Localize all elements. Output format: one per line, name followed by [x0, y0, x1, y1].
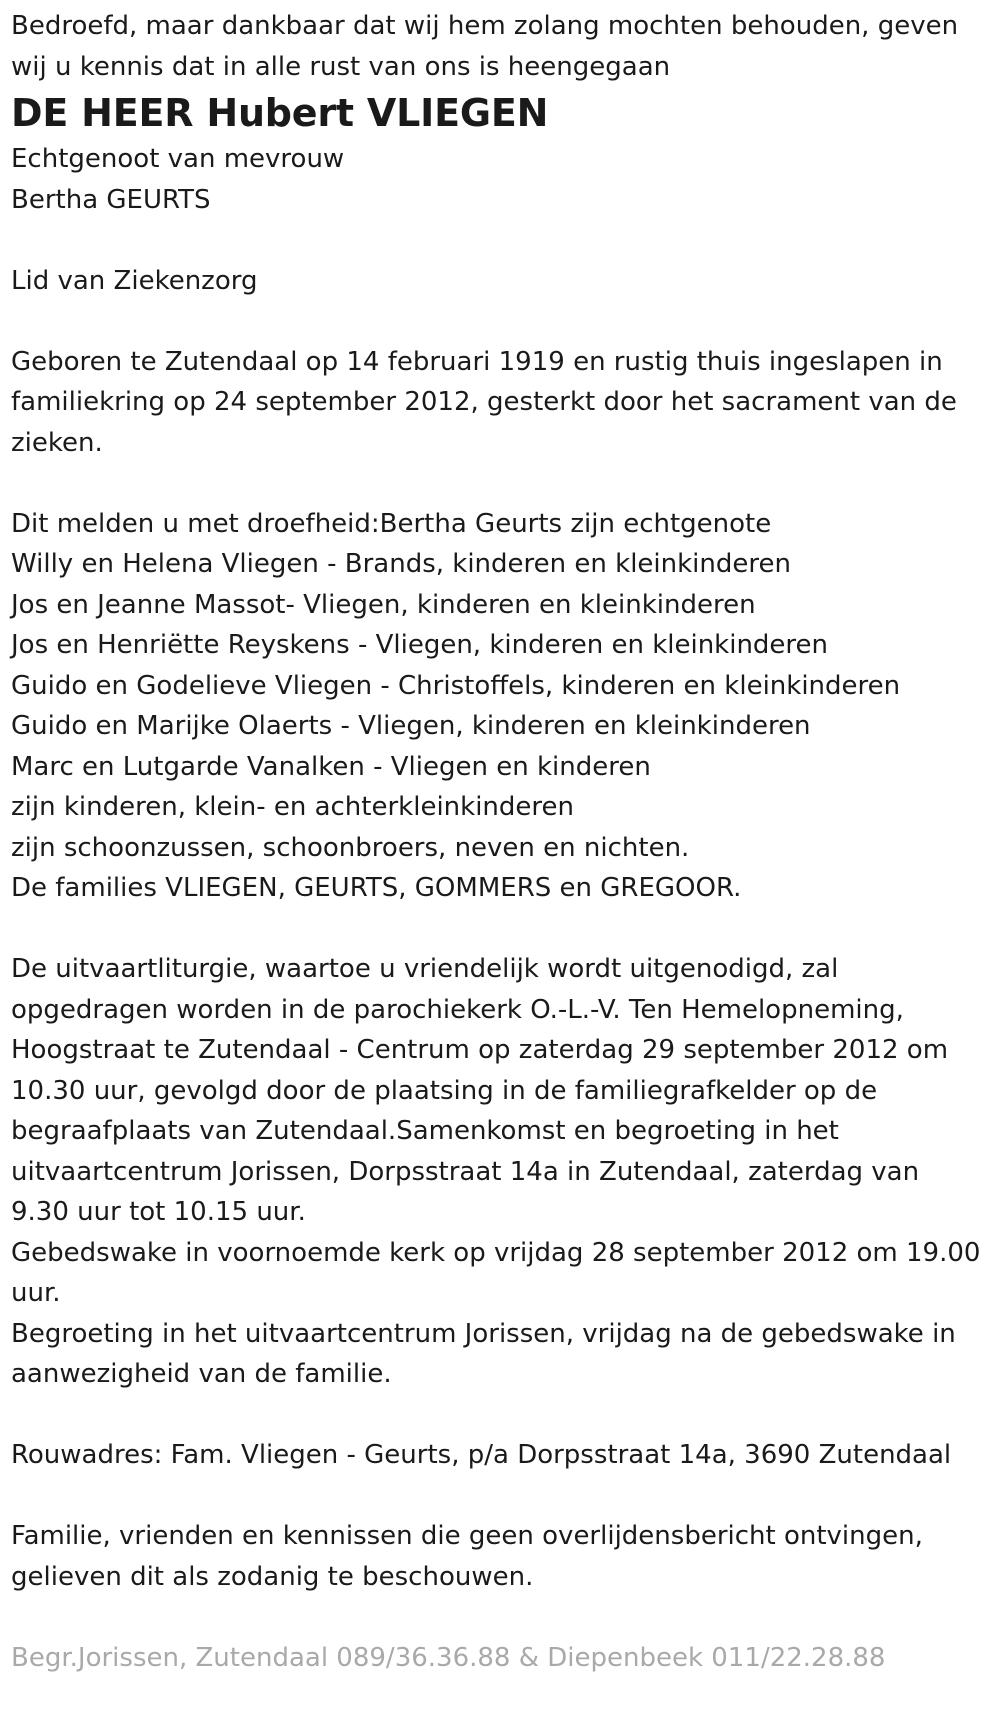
ceremony-line: Gebedswake in voornoemde kerk op vrijdag 28 september 2012 om 19.00	[11, 1237, 981, 1268]
ceremony-line: Begroeting in het uitvaartcentrum Jorissen, vrijdag na de gebedswake in	[11, 1318, 956, 1349]
family-line: zijn kinderen, klein- en achterkleinkinderen	[11, 792, 574, 822]
deceased-name: DE HEER Hubert VLIEGEN	[11, 91, 549, 135]
ceremony-line: 10.30 uur, gevolgd door de plaatsing in de familiegrafkelder op de	[11, 1075, 878, 1106]
birth-death-line: familiekring op 24 september 2012, gesterkt door het sacrament van de	[11, 387, 957, 417]
ceremony-line: 9.30 uur tot 10.15 uur.	[11, 1197, 306, 1227]
ceremony-line: Hoogstraat te Zutendaal - Centrum op zaterdag 29 september 2012 om	[11, 1035, 949, 1065]
notice-paragraph	[11, 1516, 989, 1597]
family-line: De families VLIEGEN, GEURTS, GOMMERS en GREGOOR.	[11, 873, 742, 903]
notice-line: gelieven dit als zodanig te beschouwen.	[11, 1561, 534, 1592]
birth-death-line: Geboren te Zutendaal op 14 februari 1919 en rustig thuis ingeslapen in	[11, 346, 943, 377]
family-line: Jos en Henriëtte Reyskens - Vliegen, kinderen en kleinkinderen	[11, 630, 829, 660]
family-line: Willy en Helena Vliegen - Brands, kinderen en kleinkinderen	[11, 549, 791, 579]
birth-death-paragraph	[11, 342, 989, 464]
ceremony-line: begraafplaats van Zutendaal.Samenkomst en begroeting in het	[11, 1116, 839, 1146]
ceremony-line: aanwezigheid van de familie.	[11, 1359, 392, 1389]
intro-line: wij u kennis dat in alle rust van ons is heengegaan	[11, 51, 671, 82]
ceremony-line: opgedragen worden in de parochiekerk O.-L.-V. Ten Hemelopneming,	[11, 994, 904, 1025]
spouse-name: Bertha GEURTS	[11, 184, 211, 215]
mourning-address: Rouwadres: Fam. Vliegen - Geurts, p/a Dorpsstraat 14a, 3690 Zutendaal	[11, 1440, 952, 1470]
intro-line: Bedroefd, maar dankbaar dat wij hem zolang mochten behouden, geven	[11, 11, 959, 41]
family-list	[11, 504, 989, 909]
family-line: Dit melden u met droefheid:Bertha Geurts zijn echtgenote	[11, 508, 772, 539]
membership: Lid van Ziekenzorg	[11, 265, 258, 296]
ceremony-line: uitvaartcentrum Jorissen, Dorpsstraat 14a in Zutendaal, zaterdag van	[11, 1156, 920, 1187]
ceremony-paragraph	[11, 949, 989, 1395]
family-line: zijn schoonzussen, schoonbroers, neven en nichten.	[11, 832, 690, 863]
intro-paragraph	[11, 6, 989, 87]
notice-line: Familie, vrienden en kennissen die geen overlijdensbericht ontvingen,	[11, 1521, 923, 1551]
family-line: Guido en Godelieve Vliegen - Christoffels, kinderen en kleinkinderen	[11, 670, 901, 701]
birth-death-line: zieken.	[11, 427, 103, 458]
family-line: Guido en Marijke Olaerts - Vliegen, kinderen en kleinkinderen	[11, 711, 811, 741]
spouse-line: Echtgenoot van mevrouw	[11, 144, 345, 174]
family-line: Jos en Jeanne Massot- Vliegen, kinderen en kleinkinderen	[11, 589, 756, 620]
ceremony-line: uur.	[11, 1278, 61, 1308]
spouse-info	[11, 139, 989, 220]
ceremony-line: De uitvaartliturgie, waartoe u vriendelijk wordt uitgenodigd, zal	[11, 954, 839, 984]
family-line: Marc en Lutgarde Vanalken - Vliegen en kinderen	[11, 751, 651, 782]
funeral-home-footer: Begr.Jorissen, Zutendaal 089/36.36.88 & Diepenbeek 011/22.28.88	[11, 1642, 886, 1673]
